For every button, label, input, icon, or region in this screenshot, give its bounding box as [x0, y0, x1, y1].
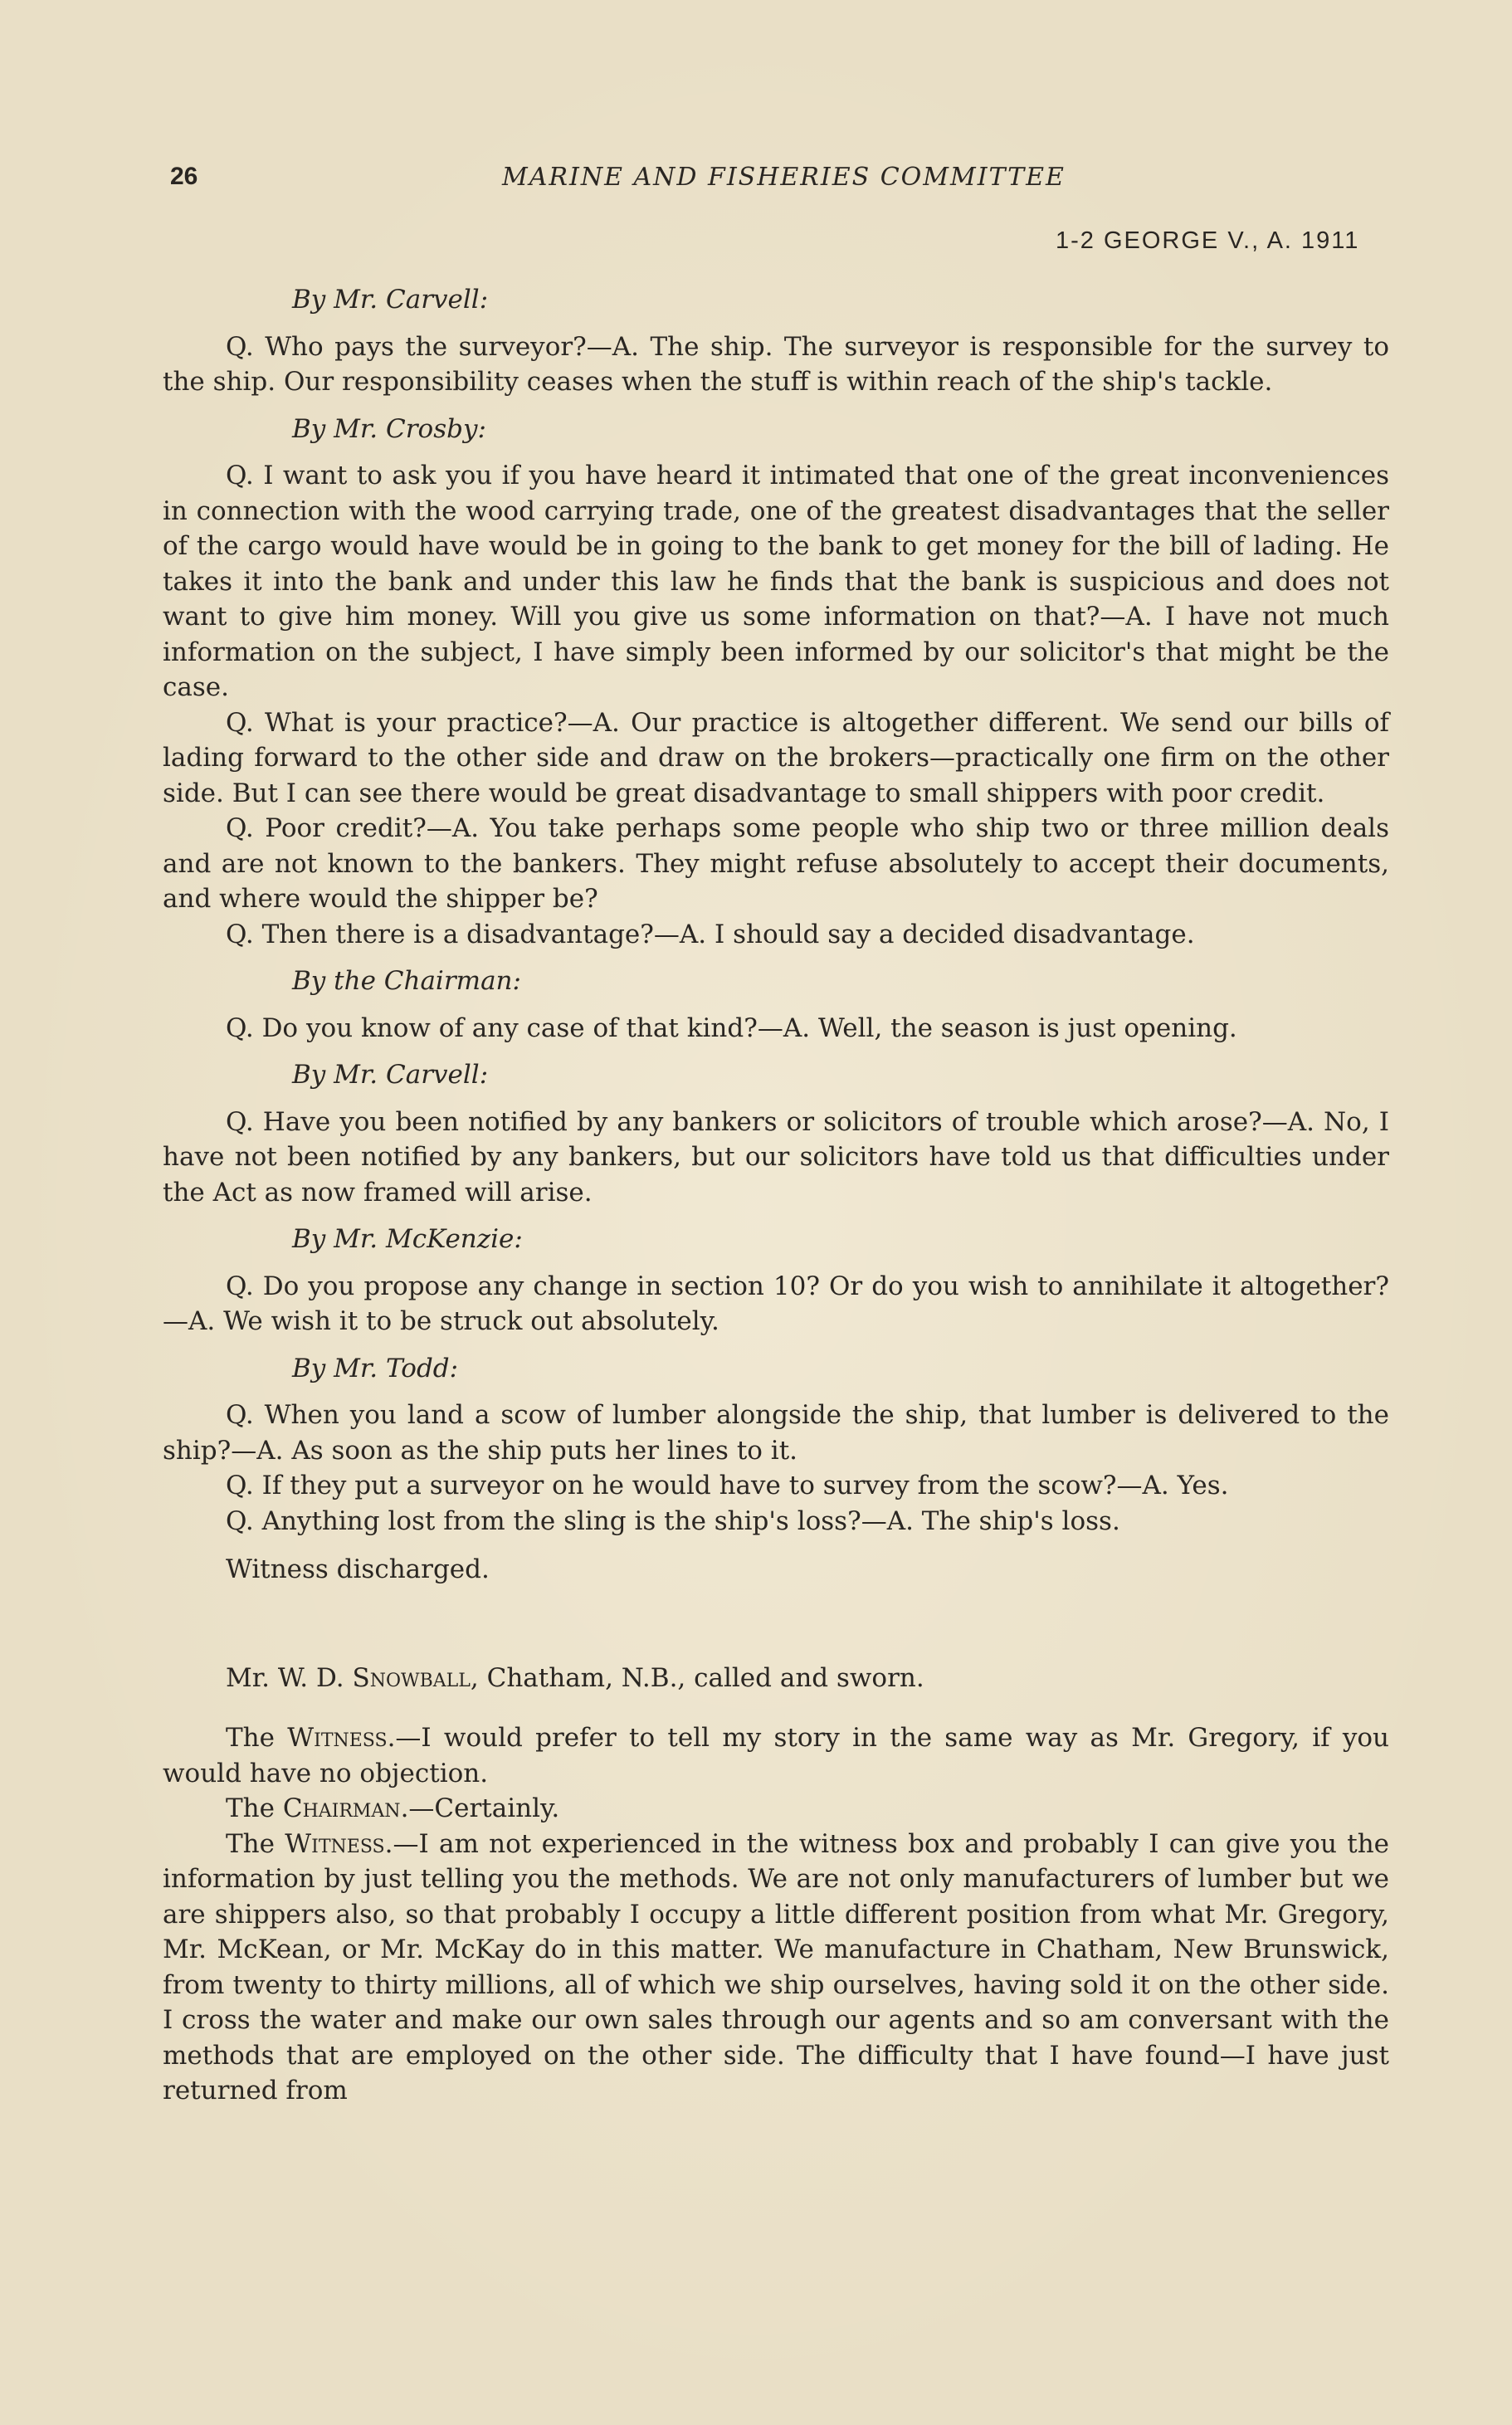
examiner-heading: By Mr. Crosby:	[292, 413, 486, 444]
witness-name: Snowball	[352, 1662, 471, 1693]
paragraph: Q. When you land a scow of lumber alongside the ship, that lumber is delivered to the ship?—A. As soon as the ship puts her lines to it.	[163, 1400, 1389, 1466]
examiner-heading: By Mr. Carvell:	[292, 1060, 489, 1090]
speaker-name: Chairman	[282, 1793, 401, 1823]
examiner-heading: By Mr. Carvell:	[292, 285, 489, 315]
paragraph: Q. Do you propose any change in section 10? Or do you wish to annihilate it altogether?—A. We wish it to be struck out absolutely.	[163, 1271, 1389, 1336]
session-label: 1-2 GEORGE V., A. 1911	[1056, 227, 1360, 254]
speaker-name: Witness	[285, 1828, 385, 1859]
paragraph: The Chairman.—Certainly.	[226, 1793, 560, 1823]
paragraph: Q. Anything lost from the sling is the ship's loss?—A. The ship's loss.	[226, 1505, 1120, 1536]
paragraph: Q. If they put a surveyor on he would have to survey from the scow?—A. Yes.	[226, 1471, 1229, 1500]
document-body	[163, 271, 1389, 2109]
examiner-heading: By Mr. McKenzie:	[292, 1224, 523, 1254]
paragraph: Q. Then there is a disadvantage?—A. I should say a decided disadvantage.	[226, 919, 1195, 949]
examiner-heading: By Mr. Todd:	[292, 1353, 459, 1383]
witness-called: Mr. W. D. Snowball, Chatham, N.B., called and sworn.	[226, 1662, 924, 1693]
paragraph: Q. Do you know of any case of that kind?—A. Well, the season is just opening.	[226, 1012, 1237, 1043]
running-title: MARINE AND FISHERIES COMMITTEE	[502, 163, 1066, 192]
speaker-name: Witness	[287, 1723, 388, 1753]
examiner-heading: By the Chairman:	[292, 966, 521, 996]
paragraph: The Witness.—I would prefer to tell my story in the same way as Mr. Gregory, if you would have no objection.	[163, 1723, 1390, 1788]
paragraph: Q. Have you been notified by any bankers or solicitors of trouble which arose?—A. No, I have not been notified by any bankers, but our solicitors have told us that difficulties under the Act as now framed will arise.	[163, 1106, 1389, 1208]
page-number: 26	[170, 163, 198, 190]
witness-discharged: Witness discharged.	[226, 1554, 490, 1584]
paragraph: Q. Poor credit?—A. You take perhaps some people who ship two or three million deals and are not known to the bankers. They might refuse absolutely to accept their documents, and where would the shipper be?	[163, 813, 1389, 914]
paragraph: Q. What is your practice?—A. Our practice is altogether different. We send our bills of lading forward to the other side and draw on the brokers—practically one firm on the other side. But I can see there would be great disadvantage to small shippers with poor credit.	[163, 707, 1389, 808]
paragraph: The Witness.—I am not experienced in the witness box and probably I can give you the information by just telling you the methods. We are not only manufacturers of lumber but we are shippers also, so that probably I occupy a little different position from what Mr. Gregory, Mr. McKean, or Mr. McKay do in this matter. We manufacture in Chatham, New Brunswick, from twenty to thirty millions, all of which we ship ourselves, having sold it on the other side. I cross the water and make our own sales through our agents and so am conversant with the methods that are employed on the other side. The difficulty that I have found—I have just returned from	[163, 1828, 1390, 2105]
page-header	[170, 163, 1382, 199]
paragraph: Q. Who pays the surveyor?—A. The ship. The surveyor is responsible for the survey to the ship. Our responsibility ceases when the stuff is within reach of the ship's tackle.	[163, 331, 1389, 397]
paragraph: Q. I want to ask you if you have heard it intimated that one of the great inconveniences in connection with the wood carrying trade, one of the greatest disadvantages that the seller of the cargo would have would be in going to the bank to get money for the bill of lading. He takes it into the bank and under this law he finds that the bank is suspicious and does not want to give him money. Will you give us some information on that?—A. I have not much information on the subject, I have simply been informed by our solicitor's that might be the case.	[163, 461, 1389, 702]
